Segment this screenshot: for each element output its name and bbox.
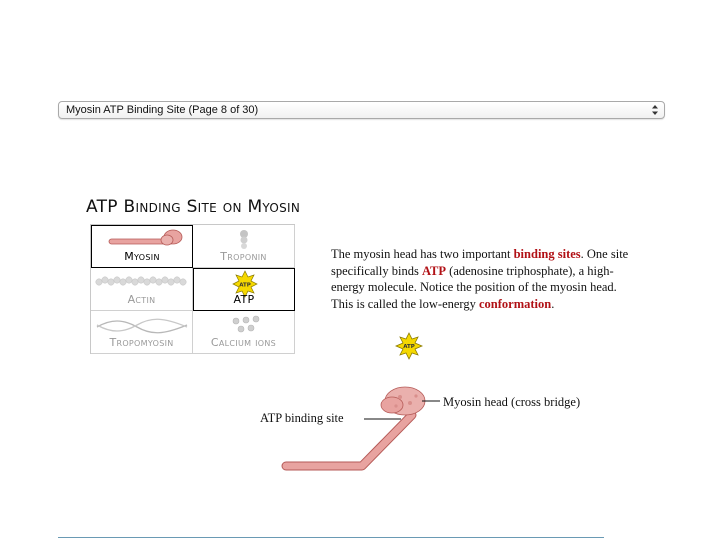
desc-part: The myosin head has two important	[331, 247, 514, 261]
page-select-dropdown[interactable]	[58, 101, 665, 119]
legend-cell-troponin[interactable]	[193, 225, 295, 268]
legend-label-atp: ATP	[233, 293, 255, 306]
atp-badge-text: ATP	[403, 344, 415, 350]
legend-cell-actin[interactable]	[91, 268, 193, 311]
atp-badge[interactable]	[395, 332, 423, 360]
bottom-divider	[58, 537, 604, 538]
desc-part: (adenosine triphosphate), a high-energy molecule. Notice the position of the myosin head. This is called the low-energy	[331, 263, 617, 311]
highlight-conformation: conformation	[479, 296, 552, 311]
legend-cell-tropomyosin[interactable]	[91, 311, 193, 354]
myosin-diagram	[250, 375, 450, 480]
page-title: ATP Binding Site on Myosin	[86, 197, 301, 217]
callout-atp-binding-site: ATP binding site	[260, 411, 344, 425]
legend-label-troponin: Troponin	[220, 250, 267, 263]
up-down-arrows-icon	[651, 102, 659, 118]
legend-label-tropomyosin: Tropomyosin	[109, 336, 174, 349]
desc-part: . One site specifically binds	[331, 247, 629, 278]
description-text	[331, 246, 631, 312]
atp-star-text: ATP	[239, 282, 251, 289]
highlight-atp: ATP	[421, 263, 447, 278]
legend-label-actin: Actin	[127, 293, 156, 306]
legend-cell-atp[interactable]	[193, 268, 295, 311]
legend-grid	[90, 224, 295, 354]
legend-cell-calcium-ions[interactable]	[193, 311, 295, 354]
highlight-binding-sites: binding sites	[513, 247, 581, 261]
desc-part: .	[551, 296, 555, 311]
legend-label-myosin: Myosin	[124, 250, 160, 263]
page-select-value: Myosin ATP Binding Site (Page 8 of 30)	[66, 104, 259, 116]
callout-myosin-head: Myosin head (cross bridge)	[443, 395, 581, 409]
legend-label-calcium-ions: Calcium ions	[210, 336, 277, 349]
legend-cell-myosin[interactable]	[91, 225, 193, 268]
